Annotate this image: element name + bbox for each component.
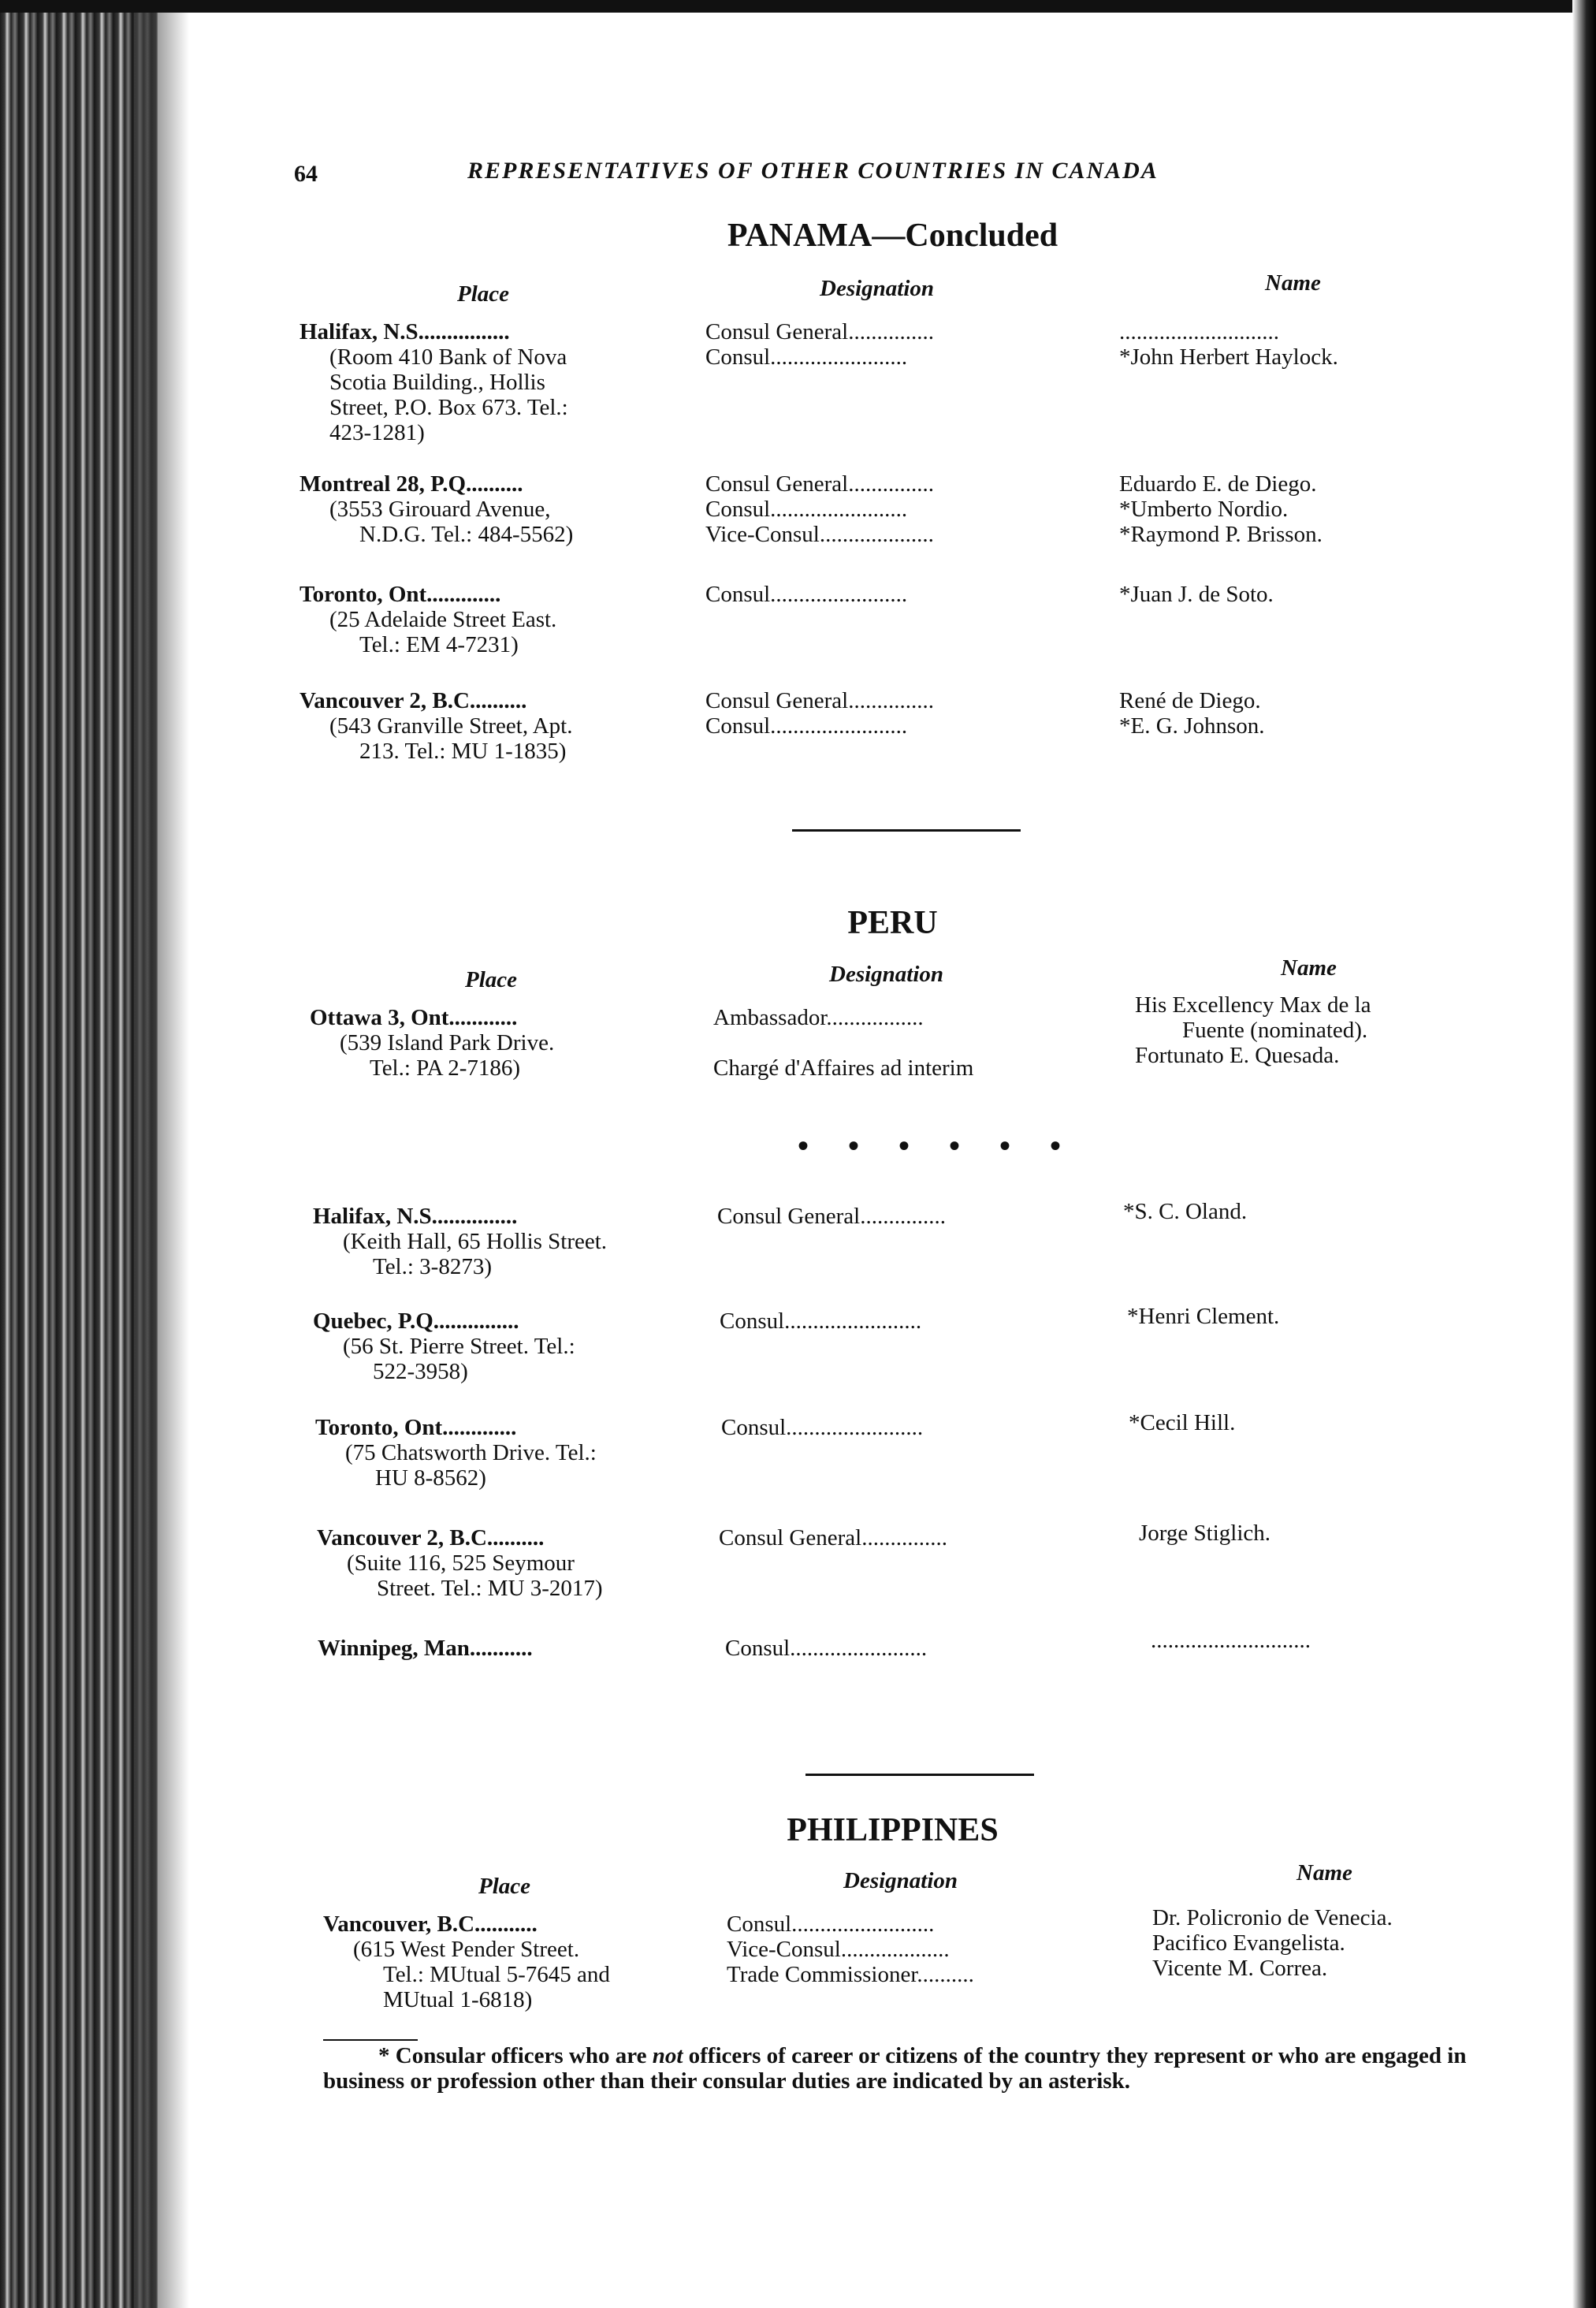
name-list xyxy=(1129,1410,1538,1435)
place-name: Toronto, Ont............. xyxy=(315,1415,517,1440)
name: *E. G. Johnson. xyxy=(1119,713,1265,739)
designation: Consul General............... xyxy=(717,1204,946,1229)
place-address xyxy=(329,607,692,657)
place-name: Vancouver 2, B.C.......... xyxy=(317,1525,545,1550)
name: *Umberto Nordio. xyxy=(1119,497,1289,522)
designation-list xyxy=(727,1912,1121,1987)
name: *John Herbert Haylock. xyxy=(1119,344,1338,370)
name-list xyxy=(1135,992,1545,1068)
address-line: Tel.: MUtual 5-7645 and xyxy=(383,1962,610,1987)
designation: Ambassador................. xyxy=(713,1005,924,1030)
place-address xyxy=(347,1550,709,1601)
name-list xyxy=(1119,582,1529,607)
designation: Consul........................ xyxy=(705,344,908,370)
name: Fuente (nominated). xyxy=(1182,1018,1368,1043)
place-address xyxy=(343,1229,705,1279)
name: Fortunato E. Quesada. xyxy=(1135,1043,1340,1068)
address-line: Scotia Building., Hollis xyxy=(329,370,545,395)
designation xyxy=(713,1030,1107,1055)
name-list xyxy=(1119,471,1529,547)
name: *S. C. Oland. xyxy=(1123,1199,1248,1224)
address-line: Street. Tel.: MU 3-2017) xyxy=(377,1576,603,1601)
name: Pacifico Evangelista. xyxy=(1152,1930,1345,1956)
name-list xyxy=(1119,319,1529,370)
designation-list xyxy=(713,1005,1107,1081)
address-line: (543 Granville Street, Apt. xyxy=(329,713,573,739)
name: ............................ xyxy=(1119,319,1279,344)
country-heading-philippines: PHILIPPINES xyxy=(787,1812,999,1848)
designation-list xyxy=(719,1525,1113,1550)
section-rule xyxy=(792,829,1021,832)
address-line: HU 8-8562) xyxy=(375,1465,486,1491)
address-line: Tel.: EM 4-7231) xyxy=(359,632,519,657)
name: Vicente M. Correa. xyxy=(1152,1956,1328,1981)
designation: Consul........................ xyxy=(705,582,908,607)
address-line: MUtual 1-6818) xyxy=(383,1987,533,2012)
col-head-name: Name xyxy=(1297,1860,1352,1885)
address-line: (56 St. Pierre Street. Tel.: xyxy=(343,1334,575,1359)
name-list xyxy=(1127,1304,1537,1329)
name: *Cecil Hill. xyxy=(1129,1410,1236,1435)
col-head-name: Name xyxy=(1265,270,1321,296)
designation: Consul........................ xyxy=(720,1308,922,1334)
designation: Trade Commissioner.......... xyxy=(727,1962,974,1987)
name: Dr. Policronio de Venecia. xyxy=(1152,1905,1393,1930)
place-name: Winnipeg, Man........... xyxy=(318,1636,533,1661)
address-line: 522-3958) xyxy=(373,1359,468,1384)
name: ............................ xyxy=(1151,1628,1311,1653)
col-head-name: Name xyxy=(1281,955,1337,981)
section-rule xyxy=(805,1774,1034,1776)
place-address xyxy=(340,1030,702,1081)
address-line: (3553 Girouard Avenue, xyxy=(329,497,551,522)
col-head-place: Place xyxy=(465,967,518,992)
address-line: Street, P.O. Box 673. Tel.: xyxy=(329,395,568,420)
name: *Henri Clement. xyxy=(1127,1304,1280,1329)
running-title: REPRESENTATIVES OF OTHER COUNTRIES IN CANADA xyxy=(467,158,1159,184)
place-name: Halifax, N.S............... xyxy=(313,1204,518,1229)
place-address xyxy=(329,344,692,445)
place-address xyxy=(345,1440,708,1491)
name: Eduardo E. de Diego. xyxy=(1119,471,1317,497)
name: His Excellency Max de la xyxy=(1135,992,1371,1018)
country-heading-panama: PANAMA—Concluded xyxy=(727,218,1058,254)
designation-list xyxy=(705,471,1099,547)
designation-list xyxy=(717,1204,1111,1229)
place-address xyxy=(353,1937,716,2012)
place-name: Montreal 28, P.Q.......... xyxy=(299,471,523,497)
designation-list xyxy=(705,319,1099,370)
designation: Consul General............... xyxy=(719,1525,947,1550)
footnote-text: officers of career or citizens of the country they represent or who are engaged in business or profession other than their consular duties are indicated by an asterisk. xyxy=(323,2043,1467,2094)
designation-list xyxy=(721,1415,1115,1440)
address-line: N.D.G. Tel.: 484-5562) xyxy=(359,522,574,547)
footnote-emphasis: not xyxy=(652,2043,683,2068)
designation: Consul........................ xyxy=(721,1415,924,1440)
address-line: (Room 410 Bank of Nova xyxy=(329,344,567,370)
name-list xyxy=(1152,1905,1562,1981)
designation-list xyxy=(725,1636,1119,1661)
designation: Consul........................ xyxy=(725,1636,928,1661)
name-list xyxy=(1151,1628,1561,1653)
address-line: (75 Chatsworth Drive. Tel.: xyxy=(345,1440,597,1465)
footnote-text: * Consular officers who are xyxy=(378,2043,653,2068)
footnote-rule xyxy=(323,2039,418,2041)
col-head-place: Place xyxy=(478,1874,531,1899)
col-head-designation: Designation xyxy=(843,1868,958,1893)
address-line: (25 Adelaide Street East. xyxy=(329,607,557,632)
dot-separator: • • • • • • xyxy=(798,1128,1077,1163)
name: René de Diego. xyxy=(1119,688,1261,713)
place-name: Halifax, N.S................ xyxy=(299,319,510,344)
name: *Raymond P. Brisson. xyxy=(1119,522,1323,547)
designation-list xyxy=(705,688,1099,739)
col-head-designation: Designation xyxy=(829,962,944,987)
col-head-designation: Designation xyxy=(820,276,935,301)
address-line: (Keith Hall, 65 Hollis Street. xyxy=(343,1229,608,1254)
place-address xyxy=(343,1334,705,1384)
place-name: Ottawa 3, Ont............ xyxy=(310,1005,518,1030)
address-line: (Suite 116, 525 Seymour xyxy=(347,1550,575,1576)
address-line: 213. Tel.: MU 1-1835) xyxy=(359,739,567,764)
address-line: (615 West Pender Street. xyxy=(353,1937,580,1962)
name-list xyxy=(1119,688,1529,739)
address-line: (539 Island Park Drive. xyxy=(340,1030,555,1055)
designation: Consul General............... xyxy=(705,688,934,713)
address-line: Tel.: 3-8273) xyxy=(373,1254,492,1279)
name-list xyxy=(1123,1199,1533,1224)
place-name: Vancouver 2, B.C.......... xyxy=(299,688,527,713)
col-head-place: Place xyxy=(457,281,510,307)
designation: Consul........................ xyxy=(705,497,908,522)
designation: Vice-Consul.................... xyxy=(705,522,934,547)
place-address xyxy=(329,713,692,764)
name: Jorge Stiglich. xyxy=(1139,1521,1271,1546)
designation-list xyxy=(705,582,1099,607)
place-name: Quebec, P.Q............... xyxy=(313,1308,519,1334)
designation: Consul General............... xyxy=(705,471,934,497)
place-address xyxy=(329,497,692,547)
place-name: Vancouver, B.C........... xyxy=(323,1912,538,1937)
place-name: Toronto, Ont............. xyxy=(299,582,501,607)
name-list xyxy=(1139,1521,1549,1546)
designation-list xyxy=(720,1308,1114,1334)
designation: Consul......................... xyxy=(727,1912,935,1937)
country-heading-peru: PERU xyxy=(847,905,938,941)
designation: Vice-Consul................... xyxy=(727,1937,950,1962)
designation: Consul General............... xyxy=(705,319,934,344)
address-line: 423-1281) xyxy=(329,420,425,445)
name: *Juan J. de Soto. xyxy=(1119,582,1274,607)
address-line: Tel.: PA 2-7186) xyxy=(370,1055,521,1081)
designation: Chargé d'Affaires ad interim xyxy=(713,1055,974,1081)
designation: Consul........................ xyxy=(705,713,908,739)
footnote xyxy=(323,2043,1513,2094)
page-number: 64 xyxy=(294,161,318,187)
